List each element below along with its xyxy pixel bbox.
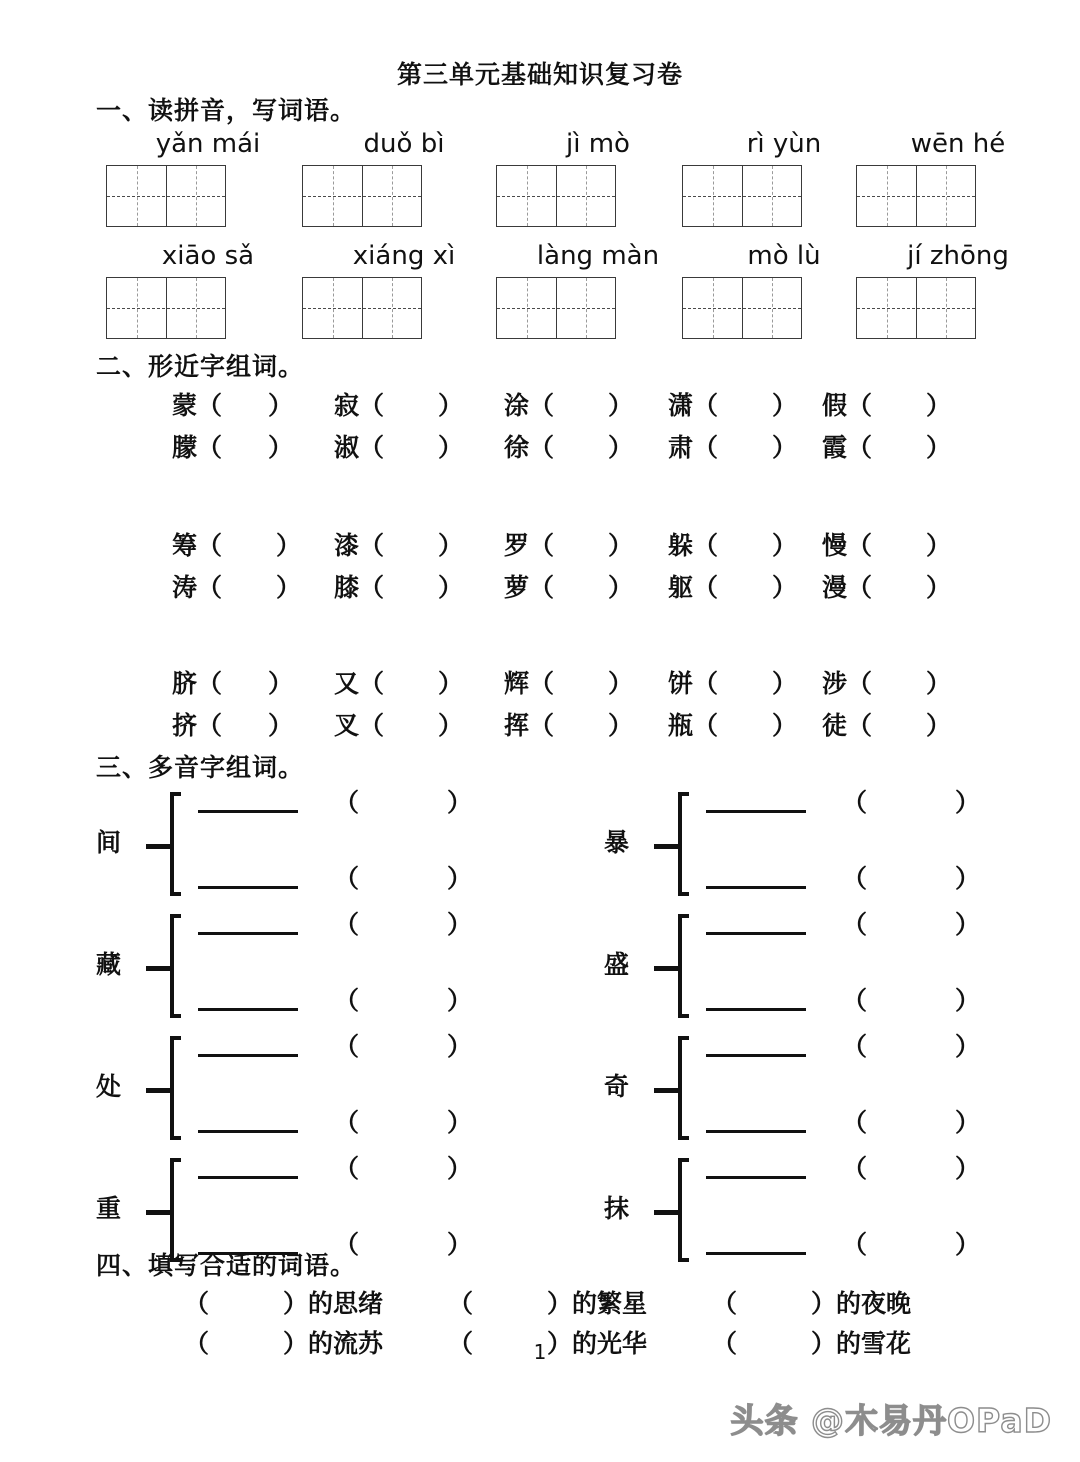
char-open: 漫（ (822, 573, 873, 602)
tianzige-box[interactable] (302, 165, 422, 227)
answer-line[interactable] (706, 1176, 806, 1179)
char-close: ） (926, 433, 952, 462)
char-close: ） (926, 711, 952, 740)
char-open: 涂（ (504, 391, 555, 420)
char-open: 寂（ (334, 391, 385, 420)
char-close: ） (608, 391, 634, 420)
polyphonic-block (96, 910, 496, 1022)
answer-line[interactable] (198, 886, 298, 889)
bracket-icon (158, 792, 180, 896)
bracket-icon (666, 792, 688, 896)
char-blank-pair[interactable] (668, 428, 797, 468)
polyphonic-char: 奇 (604, 1071, 630, 1101)
tianzige-box[interactable] (856, 165, 976, 227)
char-blank-pair[interactable] (334, 664, 463, 704)
char-open: 罗（ (504, 531, 555, 560)
pinyin-blank[interactable]: （ ） (842, 1107, 981, 1137)
polyphonic-block (604, 910, 1004, 1022)
char-open: 潇（ (668, 391, 719, 420)
char-close: ） (608, 573, 634, 602)
pinyin-blank[interactable]: （ ） (334, 1107, 473, 1137)
section4-heading: 四、填写合适的词语。 (96, 1250, 357, 1280)
char-open: 假（ (822, 391, 873, 420)
tianzige-box[interactable] (106, 277, 226, 339)
char-open: 蒙（ (172, 391, 223, 420)
answer-line[interactable] (706, 810, 806, 813)
tianzige-row-1 (96, 165, 996, 237)
pinyin-label: xiáng xì (352, 240, 456, 271)
watermark: 头条 @木易丹OPaD (730, 1401, 1052, 1440)
polyphonic-block (604, 788, 1004, 900)
fill-word-label: 的雪花 (836, 1329, 912, 1358)
page-number: 1 (533, 1340, 547, 1364)
char-close: ） (438, 573, 464, 602)
tianzige-box[interactable] (302, 277, 422, 339)
char-open: 肃（ (668, 433, 719, 462)
tianzige-box[interactable] (682, 165, 802, 227)
section-polyphonic-characters (0, 753, 1080, 1259)
answer-line[interactable] (198, 1054, 298, 1057)
answer-line[interactable] (198, 932, 298, 935)
char-blank-pair[interactable] (172, 568, 301, 608)
answer-line[interactable] (198, 1176, 298, 1179)
char-blank-pair[interactable] (504, 386, 633, 426)
tianzige-box[interactable] (496, 165, 616, 227)
char-open: 徒（ (822, 711, 873, 740)
char-blank-pair[interactable] (668, 526, 797, 566)
char-close: ） (926, 391, 952, 420)
char-open: 躯（ (668, 573, 719, 602)
pinyin-blank[interactable]: （ ） (842, 1031, 981, 1061)
char-blank-pair[interactable] (822, 428, 951, 468)
similar-char-row (96, 428, 1016, 470)
pinyin-blank[interactable]: （ ） (334, 909, 473, 939)
char-close: ） (772, 531, 798, 560)
char-close: ） (438, 391, 464, 420)
fill-word-item[interactable]: （ ）的流苏 (184, 1329, 384, 1358)
fill-word-item[interactable]: （ ）的雪花 (712, 1329, 912, 1358)
similar-char-row (96, 664, 1016, 706)
char-blank-pair[interactable] (172, 526, 301, 566)
char-blank-pair[interactable] (822, 386, 951, 426)
char-close: ） (926, 531, 952, 560)
char-blank-pair[interactable] (504, 526, 633, 566)
char-close: ） (608, 433, 634, 462)
char-open: 躲（ (668, 531, 719, 560)
pinyin-label: làng màn (536, 240, 660, 271)
pinyin-label: jì mò (566, 128, 630, 159)
char-close: ） (276, 531, 302, 560)
char-close: ） (926, 573, 952, 602)
char-open: 漆（ (334, 531, 385, 560)
section3-heading: 三、多音字组词。 (96, 753, 305, 782)
char-blank-pair[interactable] (668, 568, 797, 608)
char-open: 又（ (334, 669, 385, 698)
similar-char-row (96, 706, 1016, 748)
pinyin-label: yǎn mái (155, 128, 261, 159)
bracket-icon (666, 914, 688, 1018)
char-blank-pair[interactable] (822, 706, 951, 746)
char-blank-pair[interactable] (504, 568, 633, 608)
pinyin-blank[interactable]: （ ） (334, 985, 473, 1015)
pinyin-blank[interactable]: （ ） (842, 1153, 981, 1183)
char-open: 膝（ (334, 573, 385, 602)
pinyin-blank[interactable]: （ ） (334, 1031, 473, 1061)
pinyin-row-1 (96, 125, 1006, 165)
char-close: ） (438, 531, 464, 560)
pinyin-label: duǒ bì (363, 128, 445, 159)
char-open: 萝（ (504, 573, 555, 602)
char-open: 徐（ (504, 433, 555, 462)
pinyin-label: mò lù (747, 240, 821, 271)
tianzige-row-2 (96, 277, 996, 349)
pinyin-blank[interactable]: （ ） (334, 787, 473, 817)
similar-char-row (96, 526, 1016, 568)
char-blank-pair[interactable] (172, 664, 293, 704)
char-open: 朦（ (172, 433, 223, 462)
polyphonic-char: 间 (96, 827, 122, 857)
pinyin-blank[interactable]: （ ） (842, 985, 981, 1015)
pinyin-blank[interactable]: （ ） (842, 1229, 981, 1259)
char-close: ） (772, 391, 798, 420)
similar-char-row (96, 386, 1016, 428)
char-open: 筹（ (172, 531, 223, 560)
polyphonic-char: 抹 (604, 1193, 630, 1223)
answer-line[interactable] (706, 932, 806, 935)
pinyin-blank[interactable]: （ ） (334, 1153, 473, 1183)
char-close: ） (276, 573, 302, 602)
char-blank-pair[interactable] (822, 526, 951, 566)
char-blank-pair[interactable] (334, 526, 463, 566)
section2-heading: 二、形近字组词。 (96, 351, 305, 381)
pinyin-blank[interactable]: （ ） (334, 863, 473, 893)
bracket-icon (158, 914, 180, 1018)
char-blank-pair[interactable] (172, 428, 293, 468)
polyphonic-block (96, 788, 496, 900)
answer-line[interactable] (706, 1054, 806, 1057)
polyphonic-block (96, 1032, 496, 1144)
char-blank-pair[interactable] (334, 428, 463, 468)
char-close: ） (772, 669, 798, 698)
section1-heading: 一、读拼音，写词语。 (96, 96, 357, 125)
bracket-icon (158, 1036, 180, 1140)
similar-char-row (96, 568, 1016, 610)
polyphonic-char: 藏 (96, 949, 122, 979)
char-open: 慢（ (822, 531, 873, 560)
char-close: ） (608, 669, 634, 698)
char-blank-pair[interactable] (172, 706, 293, 746)
char-blank-pair[interactable] (822, 664, 951, 704)
char-close: ） (772, 711, 798, 740)
char-blank-pair[interactable] (504, 428, 633, 468)
polyphonic-grid (96, 782, 1026, 1259)
bracket-icon (666, 1036, 688, 1140)
pinyin-label: jí zhōng (907, 240, 1009, 271)
fill-word-label: 的光华 (572, 1329, 648, 1358)
pinyin-row-2 (96, 237, 1009, 277)
page-title: 第三单元基础知识复习卷 (396, 60, 683, 89)
char-close: ） (608, 531, 634, 560)
fill-word-row (96, 1285, 1016, 1325)
char-blank-pair[interactable] (334, 386, 463, 426)
pinyin-blank[interactable]: （ ） (842, 787, 981, 817)
polyphonic-block (604, 1032, 1004, 1144)
answer-line[interactable] (198, 1252, 298, 1255)
fill-word-item[interactable]: （ ）的思绪 (184, 1289, 384, 1318)
pinyin-blank[interactable]: （ ） (842, 909, 981, 939)
section-similar-characters (0, 353, 1080, 749)
char-blank-pair[interactable] (504, 706, 633, 746)
char-open: 叉（ (334, 711, 385, 740)
polyphonic-block (604, 1154, 1004, 1266)
tianzige-box[interactable] (682, 277, 802, 339)
answer-line[interactable] (706, 1130, 806, 1133)
char-close: ） (268, 711, 294, 740)
char-close: ） (772, 573, 798, 602)
char-open: 涉（ (822, 669, 873, 698)
char-close: ） (926, 669, 952, 698)
answer-line[interactable] (706, 886, 806, 889)
polyphonic-char: 重 (96, 1193, 122, 1223)
char-close: ） (608, 711, 634, 740)
char-blank-pair[interactable] (668, 386, 797, 426)
pinyin-label: rì yùn (746, 128, 822, 159)
tianzige-box[interactable] (496, 277, 616, 339)
answer-line[interactable] (198, 1130, 298, 1133)
pinyin-blank[interactable]: （ ） (334, 1229, 473, 1259)
char-close: ） (268, 391, 294, 420)
answer-line[interactable] (706, 1252, 806, 1255)
polyphonic-char: 处 (96, 1071, 122, 1101)
section-pinyin-writing (0, 97, 1080, 349)
answer-line[interactable] (198, 1008, 298, 1011)
tianzige-box[interactable] (856, 277, 976, 339)
char-open: 饼（ (668, 669, 719, 698)
char-open: 霞（ (822, 433, 873, 462)
char-open: 瓶（ (668, 711, 719, 740)
char-close: ） (438, 711, 464, 740)
char-blank-pair[interactable] (334, 706, 463, 746)
polyphonic-block (96, 1154, 496, 1266)
bracket-icon (666, 1158, 688, 1262)
fill-word-label: 的夜晚 (836, 1289, 912, 1318)
char-open: 淑（ (334, 433, 385, 462)
fill-word-label: 的繁星 (572, 1289, 648, 1318)
fill-word-label: 的思绪 (308, 1289, 384, 1318)
answer-line[interactable] (198, 810, 298, 813)
pinyin-label: wēn hé (910, 128, 1006, 159)
char-close: ） (268, 433, 294, 462)
char-close: ） (438, 433, 464, 462)
char-blank-pair[interactable] (172, 386, 293, 426)
polyphonic-char: 暴 (604, 827, 630, 857)
pinyin-label: xiāo sǎ (161, 240, 255, 271)
polyphonic-char: 盛 (604, 949, 630, 979)
char-open: 脐（ (172, 669, 223, 698)
bracket-icon (158, 1158, 180, 1262)
fill-word-item[interactable]: （ ）的夜晚 (712, 1289, 912, 1318)
fill-word-item[interactable]: （ ）的光华 (448, 1329, 648, 1358)
fill-word-item[interactable]: （ ）的繁星 (448, 1289, 648, 1318)
char-blank-pair[interactable] (668, 706, 797, 746)
char-open: 涛（ (172, 573, 223, 602)
char-open: 挥（ (504, 711, 555, 740)
char-blank-pair[interactable] (822, 568, 951, 608)
answer-line[interactable] (706, 1008, 806, 1011)
fill-word-label: 的流苏 (308, 1329, 384, 1358)
char-close: ） (438, 669, 464, 698)
char-close: ） (772, 433, 798, 462)
char-open: 辉（ (504, 669, 555, 698)
char-close: ） (268, 669, 294, 698)
char-blank-pair[interactable] (334, 568, 463, 608)
char-blank-pair[interactable] (668, 664, 797, 704)
char-blank-pair[interactable] (504, 664, 633, 704)
pinyin-blank[interactable]: （ ） (842, 863, 981, 893)
char-open: 挤（ (172, 711, 223, 740)
tianzige-box[interactable] (106, 165, 226, 227)
